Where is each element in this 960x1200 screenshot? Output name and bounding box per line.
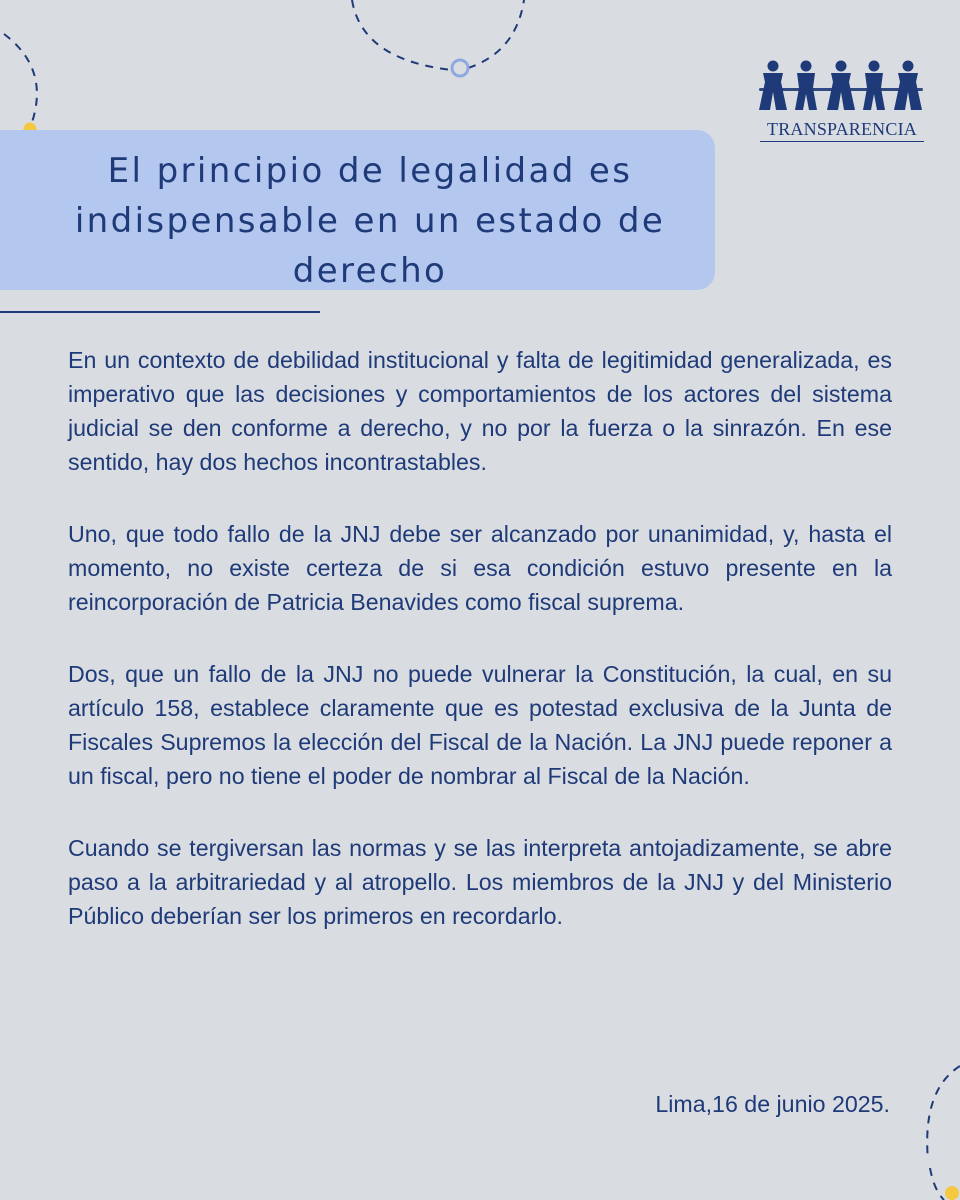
statement-body — [68, 343, 892, 971]
date-line: Lima,16 de junio 2025. — [655, 1091, 890, 1117]
figure-3 — [827, 61, 855, 111]
ring-dot-top — [452, 60, 468, 76]
logo-underline — [760, 141, 924, 142]
page-title: El principio de legalidad es indispensable en un estado de derecho — [74, 151, 666, 291]
paragraph-3: Dos, que un fallo de la JNJ no puede vulnerar la Constitución, la cual, en su artículo 158, establece claramente que es potestad exclusiva de la Junta de Fiscales Supremos la elección del Fiscal de la Nación. La JNJ puede reponer a un fiscal, pero no tiene el poder de nombrar al Fiscal de la Nación. — [68, 661, 892, 789]
paragraph-4: Cuando se tergiversan las normas y se las interpreta antojadizamente, se abre paso a la arbitrariedad y al atropello. Los miembros de la JNJ y del Ministerio Público deberían ser los primeros en recordarlo. — [68, 835, 892, 929]
logo-wordmark: TRANSPARENCIA — [767, 119, 917, 139]
figure-4 — [863, 61, 885, 111]
figure-1 — [759, 61, 787, 111]
yellow-dot-bottom-right — [945, 1186, 959, 1200]
title-divider — [0, 311, 320, 313]
figure-5 — [894, 61, 922, 111]
paragraph-2: Uno, que todo fallo de la JNJ debe ser alcanzado por unanimidad, y, hasta el momento, no existe certeza de si esa condición estuvo presente en la reincorporación de Patricia Benavides como fiscal suprema. — [68, 521, 892, 615]
paragraph-1: En un contexto de debilidad institucional y falta de legitimidad generalizada, es imperativo que las decisiones y comportamientos de los actores del sistema judicial se den conforme a derecho, y no por la fuerza o la sinrazón. En ese sentido, hay dos hechos incontrastables. — [68, 347, 892, 475]
figure-2 — [795, 61, 817, 111]
